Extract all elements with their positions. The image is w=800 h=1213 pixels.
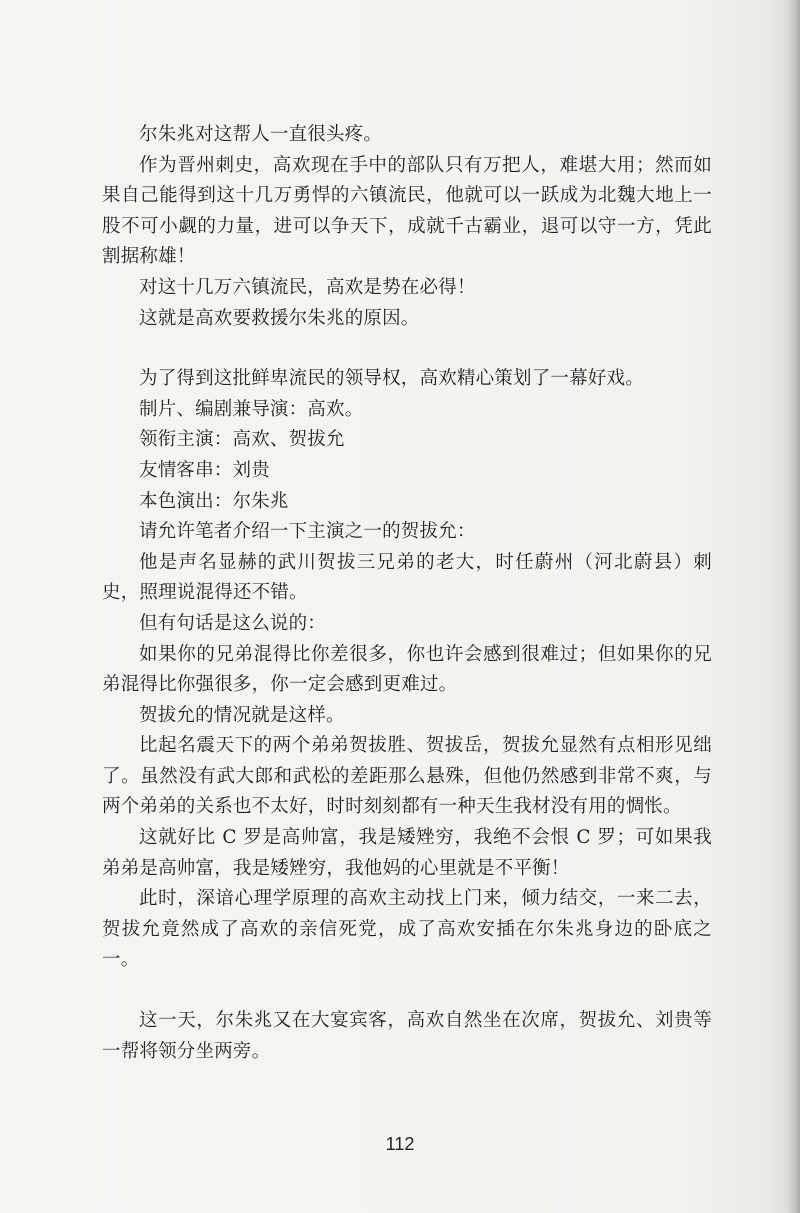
page-binding-shadow: [786, 0, 800, 1213]
paragraph: 他是声名显赫的武川贺拔三兄弟的老大，时任蔚州（河北蔚县）刺史，照理说混得还不错。: [102, 551, 712, 604]
page-number: 112: [385, 1134, 415, 1154]
paragraph: 友情客串：刘贵: [139, 459, 270, 481]
paragraph: 但有句话是这么说的：: [139, 612, 327, 634]
paragraph: 比起名震天下的两个弟弟贺拔胜、贺拔岳，贺拔允显然有点相形见绌了。虽然没有武大郎和武松的差距那么悬殊，但他仍然感到非常不爽，与两个弟弟的关系也不太好，时时刻刻都有一种天生我材没有用的惆怅。: [102, 735, 712, 818]
paragraph: 请允许笔者介绍一下主演之一的贺拔允：: [139, 521, 476, 543]
paragraph: 此时，深谙心理学原理的高欢主动找上门来，倾力结交，一来二去，贺拔允竟然成了高欢的亲信死党，成了高欢安插在尔朱兆身边的卧底之一。: [102, 888, 712, 971]
paragraph: 这就好比 C 罗是高帅富，我是矮矬穷，我绝不会恨 C 罗；可如果我弟弟是高帅富，我是矮矬穷，我他妈的心里就是不平衡！: [102, 827, 712, 879]
paragraph: 制片、编剧兼导演：高欢。: [139, 398, 364, 420]
section-gap: [102, 976, 712, 1006]
paragraph: 这就是高欢要救援尔朱兆的原因。: [139, 307, 420, 329]
paragraph: 贺拔允的情况就是这样。: [139, 704, 345, 726]
paragraph: 作为晋州刺史，高欢现在手中的部队只有万把人，难堪大用；然而如果自己能得到这十几万勇悍的六镇流民，他就可以一跃成为北魏大地上一股不可小觑的力量，进可以争天下，成就千古霸业，退可以守一方，凭此割据称雄！: [102, 154, 712, 268]
paragraph: 为了得到这批鲜卑流民的领导权，高欢精心策划了一幕好戏。: [139, 368, 644, 390]
body-text: [102, 120, 712, 1067]
paragraph: 领衔主演：高欢、贺拔允: [139, 429, 345, 451]
paragraph: 这一天，尔朱兆又在大宴宾客，高欢自然坐在次席，贺拔允、刘贵等一帮将领分坐两旁。: [102, 1010, 712, 1062]
paragraph: 本色演出：尔朱兆: [139, 490, 289, 512]
paragraph: 对这十几万六镇流民，高欢是势在必得！: [139, 276, 476, 298]
section-gap: [102, 334, 712, 364]
paragraph: 尔朱兆对这帮人一直很头疼。: [139, 124, 383, 145]
paragraph: 如果你的兄弟混得比你差很多，你也许会感到很难过；但如果你的兄弟混得比你强很多，你一定会感到更难过。: [102, 643, 712, 696]
